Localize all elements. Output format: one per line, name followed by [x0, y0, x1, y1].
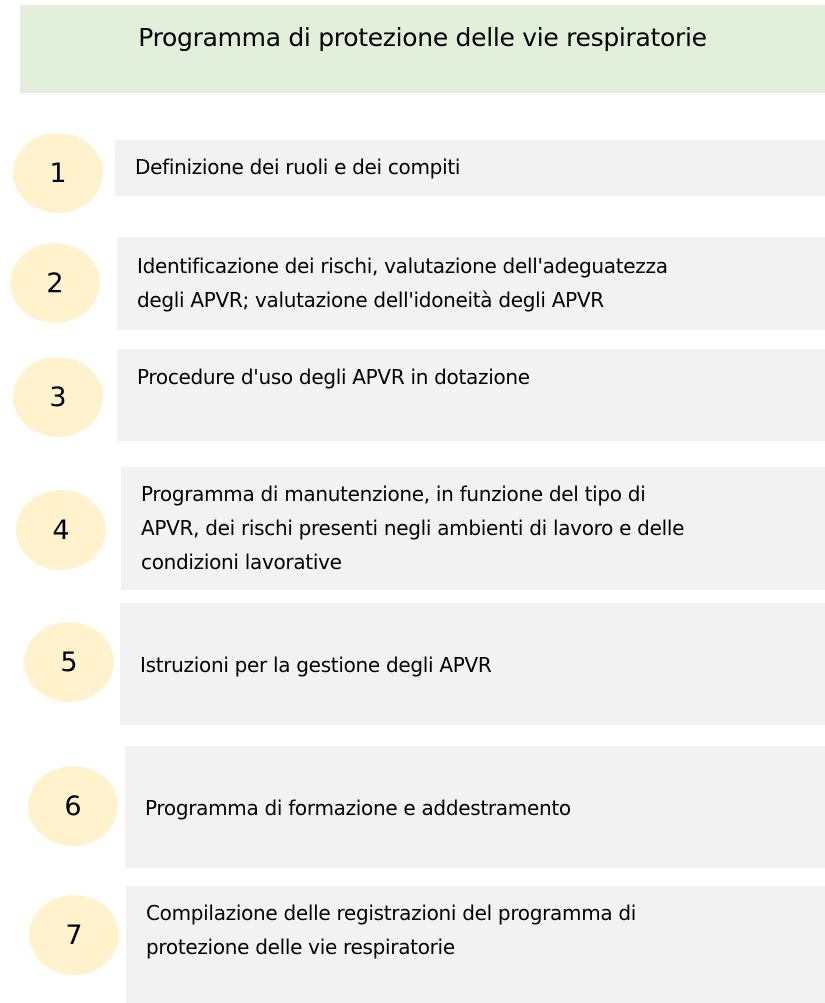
step-line: degli APVR; valutazione dell'idoneità degli APVR	[137, 288, 604, 312]
step-number: 2	[46, 267, 64, 299]
step-text-6	[145, 791, 571, 825]
step-number-circle-2	[10, 243, 100, 323]
step-number: 1	[49, 157, 67, 189]
step-text-1	[135, 150, 460, 184]
step-line: APVR, dei rischi presenti negli ambienti di lavoro e delle	[141, 516, 685, 540]
step-box-1	[115, 140, 825, 196]
step-line: condizioni lavorative	[141, 550, 342, 574]
step-text-7	[146, 896, 636, 964]
step-number-circle-3	[13, 357, 103, 437]
step-number: 6	[64, 790, 82, 822]
step-text-5	[140, 648, 491, 682]
step-text-3	[137, 360, 530, 394]
step-number: 5	[60, 646, 78, 678]
step-box-5	[120, 603, 825, 725]
step-number-circle-5	[24, 622, 114, 702]
step-number: 4	[52, 514, 70, 546]
title-banner	[20, 5, 825, 93]
step-box-6	[125, 746, 825, 868]
diagram-title: Programma di protezione delle vie respiratorie	[138, 23, 707, 52]
step-box-4	[121, 467, 825, 590]
step-number-circle-6	[28, 766, 118, 846]
step-text-4	[141, 477, 684, 579]
step-line: Programma di manutenzione, in funzione del tipo di	[141, 482, 646, 506]
step-line: protezione delle vie respiratorie	[146, 935, 455, 959]
step-line: Programma di formazione e addestramento	[145, 796, 571, 820]
step-number: 7	[65, 919, 83, 951]
step-box-7	[126, 886, 825, 1003]
step-line: Istruzioni per la gestione degli APVR	[140, 653, 492, 677]
step-line: Compilazione delle registrazioni del programma di	[146, 901, 637, 925]
step-line: Definizione dei ruoli e dei compiti	[135, 155, 461, 179]
step-line: Procedure d'uso degli APVR in dotazione	[137, 365, 530, 389]
step-number-circle-7	[29, 895, 119, 975]
step-number: 3	[49, 381, 67, 413]
step-text-2	[137, 249, 668, 317]
step-line: Identificazione dei rischi, valutazione dell'adeguatezza	[137, 254, 668, 278]
step-number-circle-4	[16, 490, 106, 570]
step-box-2	[117, 237, 825, 330]
step-box-3	[117, 349, 825, 441]
step-number-circle-1	[13, 133, 103, 213]
